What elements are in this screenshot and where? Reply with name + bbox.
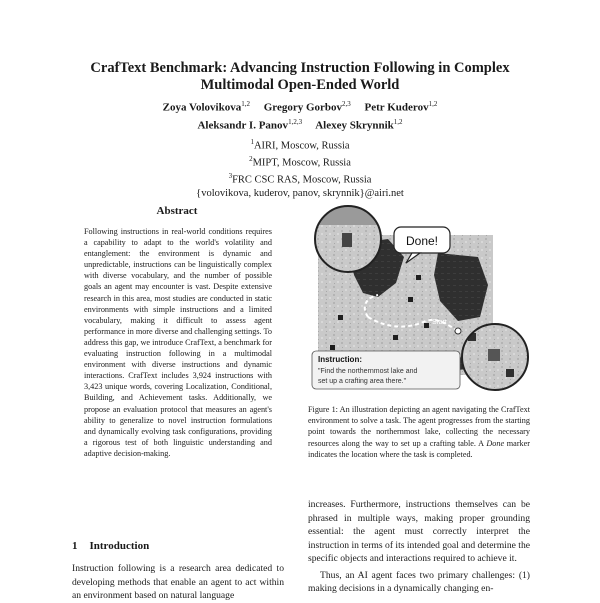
right-column-text xyxy=(308,498,530,596)
author-affil-mark: 1,2 xyxy=(428,100,438,108)
instruction-label: Instruction: xyxy=(318,355,362,364)
instruction-line-1: "Find the northernmost lake and xyxy=(318,368,418,375)
affiliation-item: $^3$FRC CSC RAS, Moscow, Russia xyxy=(228,172,372,186)
title-line-1: CrafText Benchmark: Advancing Instruction Following in Complex xyxy=(90,60,510,76)
author-affil-mark: 1,2,3 xyxy=(288,117,303,126)
title-line-2: Multimodal Open-Ended World xyxy=(200,77,400,93)
author-affil-mark: 1,2 xyxy=(393,117,403,126)
author-name: Zoya Volovikova xyxy=(162,101,242,114)
figure-1 xyxy=(308,205,530,393)
authors-line-1 xyxy=(40,97,560,115)
author-list xyxy=(40,97,560,132)
abstract-heading: Abstract xyxy=(156,205,198,217)
author-name: Petr Kuderov xyxy=(364,101,429,114)
author-affil-mark: 2,3 xyxy=(342,100,351,108)
start-marker xyxy=(455,328,461,334)
author-emails: {volovikova, kuderov, panov, skrynnik}@airi.net xyxy=(196,188,404,199)
section-heading-introduction xyxy=(72,540,149,552)
figure-caption: Figure 1: An illustration depicting an agent navigating the CrafText environment to solve a task. The agent progresses from the starting point towards the northernmost lake, collecting the necessary resources along the way to set up a crafting table. A Done marker indicates the location where the task is completed. xyxy=(308,405,530,459)
start-label: Start xyxy=(432,319,447,326)
instruction-box xyxy=(312,351,460,389)
author-affil-mark: 1,2 xyxy=(241,100,250,108)
done-label: Done! xyxy=(405,234,439,248)
abstract-text: Following instructions in real-world conditions requires a capability to adapt to the world's volatility and entanglement: the environment is dynamic and unpredictable, instructions can be linguistically complex with diverse vocabulary, and the number of possible goals an agent may encounter is vast. Despite extensive research in this area, most studies are conducted in static environments with simple instructions and a limited vocabulary, making it difficult to assess agent performance in more diverse and challenging settings. To address this gap, we introduce CrafText, a benchmark for evaluating instruction following in a multimodal environment with diverse instructions and dynamic interactions. CrafText includes 3,924 instructions with 3,423 unique words, covering Localization, Conditional, Building, and Achievement tasks. Additionally, we propose an evaluation protocol that measures an agent's ability to generalize to novel instruction formulations and dynamically evolving task configurations, providing a rigorous test of both linguistic understanding and adaptive decision-making. xyxy=(84,227,272,458)
inset-view-2 xyxy=(460,323,530,393)
figure-illustration xyxy=(308,205,530,393)
introduction-text: Instruction following is a research area dedicated to developing methods that enable an agent to act within an environment based on natural language xyxy=(72,563,284,601)
paper-title xyxy=(40,60,560,94)
affiliation-item: $^1$AIRI, Moscow, Russia xyxy=(250,138,350,152)
section-title: Introduction xyxy=(89,540,150,552)
authors-line-2 xyxy=(40,115,560,133)
affiliations xyxy=(40,136,560,201)
instruction-line-2: set up a crafting area there." xyxy=(318,378,407,385)
paragraph: increases. Furthermore, instructions themselves can be phrased in multiple ways, making proper grounding essential: the agent must correctly interpret the instruction in terms of its intended goal and determine the specific objects and interactions required to achieve it. xyxy=(308,499,530,564)
author-name: Alexey Skrynnik xyxy=(315,119,394,132)
affiliation-item: $^2$MIPT, Moscow, Russia xyxy=(249,155,351,169)
author-name: Gregory Gorbov xyxy=(263,101,343,114)
section-number: 1 xyxy=(72,540,78,552)
author-name: Aleksandr I. Panov xyxy=(197,119,289,132)
paragraph: Thus, an AI agent faces two primary challenges: (1) making decisions in a dynamically changing en- xyxy=(308,569,530,594)
